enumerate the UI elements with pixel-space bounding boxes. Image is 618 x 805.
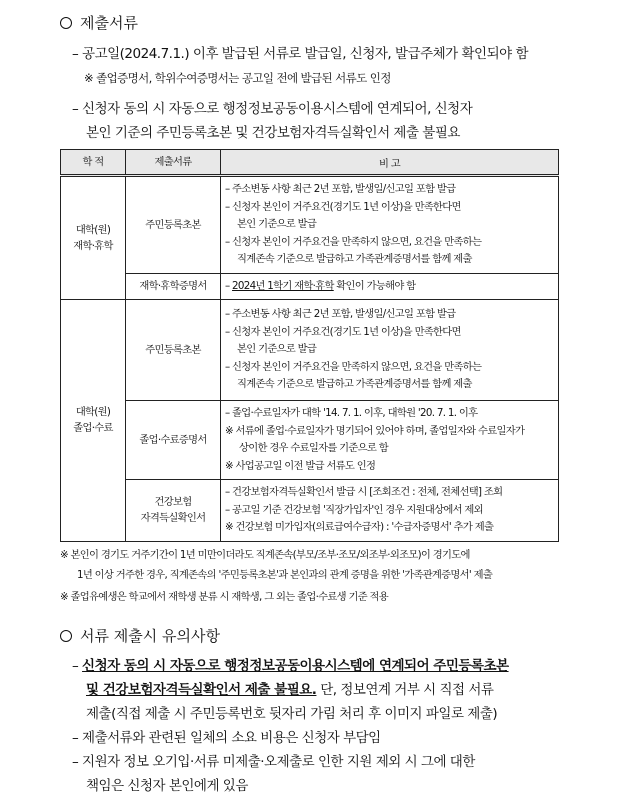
- bullet-consent-1: – 신청자 동의 시 자동으로 행정정보공동이용시스템에 연계되어, 신청자: [72, 101, 473, 117]
- doc-enrollment-cert: 재학·휴학증명서: [126, 273, 221, 300]
- header-documents: 제출서류: [126, 150, 221, 176]
- remarks-enrollment: – 2024년 1학기 재학·휴학 확인이 가능해야 함: [221, 273, 559, 300]
- remarks-resident-1: – 주소변동 사항 최근 2년 포함, 발생일/신고일 포함 발급 – 신청자 본인이 거주요건(경기도 1년 이상)을 만족한다면 본인 기준으로 발급 – 신청자 본인이 거주요건을 만족하지 않으면, 요건을 만족하는 직계존속 기준으로 발급하고 가족관계증명서를 함께 제출: [221, 176, 559, 274]
- section-title-documents: 제출서류: [60, 12, 138, 33]
- note-diploma: ※ 졸업증명서, 학위수여증명서는 공고일 전에 발급된 서류도 인정: [84, 71, 391, 85]
- group-enrolled: 대학(원) 재학·휴학: [61, 176, 126, 300]
- doc-health-insurance: 건강보험 자격득실확인서: [126, 480, 221, 542]
- remarks-health: – 건강보험자격득실확인서 발급 시 [조회조건 : 전체, 전체선택] 조회 – 공고일 기준 건강보험 '직장가입자'인 경우 지원대상에서 제외 ※ 건강보험 미가입자(의료급여수급자) : '수급자증명서' 추가 제출: [221, 480, 559, 542]
- bullet-issue-date: – 공고일(2024.7.1.) 이후 발급된 서류로 발급일, 신청자, 발급주체가 확인되야 함: [72, 46, 529, 62]
- caution-consent-3: 제출(직접 제출 시 주민등록번호 뒷자리 가림 처리 후 이미지 파일로 제출): [86, 706, 498, 722]
- caution-consent-1: – 신청자 동의 시 자동으로 행정정보공동이용시스템에 연계되어 주민등록초본: [72, 658, 509, 674]
- section-title-cautions: 서류 제출시 유의사항: [60, 625, 220, 646]
- circle-bullet-icon: [60, 630, 72, 642]
- caution-responsibility-1: – 지원자 정보 오기입·서류 미제출·오제출로 인한 지원 제외 시 그에 대한: [72, 754, 475, 770]
- header-enrollment: 학 적: [61, 150, 126, 176]
- group-graduated: 대학(원) 졸업·수료: [61, 300, 126, 542]
- note-residence-2: 1년 이상 거주한 경우, 직계존속의 '주민등록초본'과 본인과의 관계 증명을 위한 '가족관계증명서' 제출: [77, 569, 493, 581]
- bullet-consent-2: 본인 기준의 주민등록초본 및 건강보험자격득실확인서 제출 불필요: [86, 125, 460, 141]
- remarks-graduation: – 졸업·수료일자가 대학 '14. 7. 1. 이후, 대학원 '20. 7. 1. 이후 ※ 서류에 졸업·수료일자가 명기되어 있어야 하며, 졸업일자와 수료일자가 상이한 경우 수료일자를 기준으로 함 ※ 사업공고일 이전 발급 서류도 인정: [221, 401, 559, 480]
- doc-resident-register-1: 주민등록초본: [126, 176, 221, 274]
- doc-resident-register-2: 주민등록초본: [126, 300, 221, 401]
- note-deferred-grad: ※ 졸업유예생은 학교에서 재학생 분류 시 재학생, 그 외는 졸업·수료생 기준 적용: [60, 591, 389, 603]
- circle-bullet-icon: [60, 17, 72, 29]
- caution-consent-2: 및 건강보험자격득실확인서 제출 불필요. 단, 정보연계 거부 시 직접 서류: [86, 682, 494, 698]
- caution-responsibility-2: 책임은 신청자 본인에게 있음: [86, 778, 248, 794]
- remarks-resident-2: – 주소변동 사항 최근 2년 포함, 발생일/신고일 포함 발급 – 신청자 본인이 거주요건(경기도 1년 이상)을 만족한다면 본인 기준으로 발급 – 신청자 본인이 거주요건을 만족하지 않으면, 요건을 만족하는 직계존속 기준으로 발급하고 가족관계증명서를 함께 제출: [221, 300, 559, 401]
- doc-graduation-cert: 졸업·수료증명서: [126, 401, 221, 480]
- note-residence-1: ※ 본인이 경기도 거주기간이 1년 미만이더라도 직계존속(부모/조부·조모/외조부·외조모)이 경기도에: [60, 549, 470, 561]
- caution-cost: – 제출서류와 관련된 일체의 소요 비용은 신청자 부담임: [72, 730, 381, 746]
- header-remarks: 비 고: [221, 150, 559, 176]
- documents-table: [60, 149, 559, 542]
